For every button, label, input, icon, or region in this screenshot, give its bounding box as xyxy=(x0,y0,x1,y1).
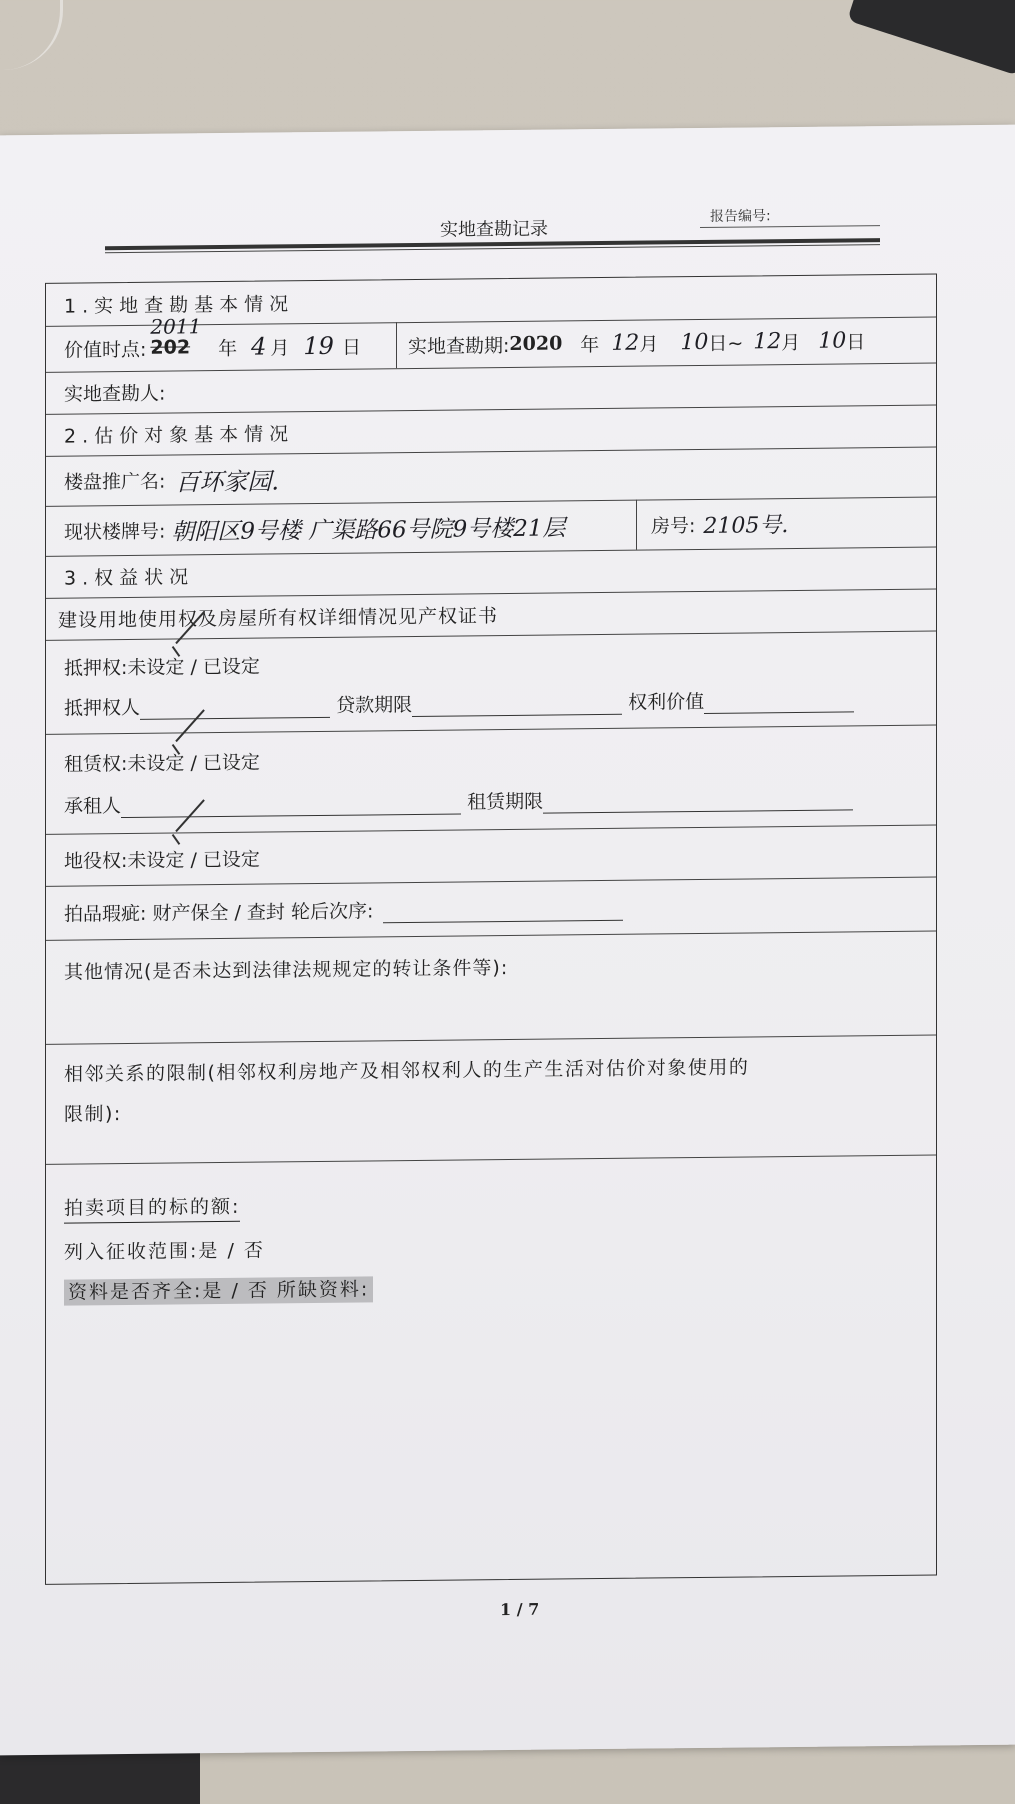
mortgagee-label: 抵押权人 xyxy=(64,696,141,720)
dark-device xyxy=(847,0,1015,76)
expropriation-text: 列入征收范围:是 / 否 xyxy=(64,1239,265,1264)
docs-text: 资料是否齐全:是 / 否 所缺资料: xyxy=(64,1276,373,1305)
order-blank xyxy=(383,898,623,924)
neighbor-text-1: 相邻关系的限制(相邻权利房地产及相邻权利人的生产生活对估价对象使用的 xyxy=(64,1056,750,1086)
lessee-label: 承租人 xyxy=(64,795,122,818)
mortgagee-blank xyxy=(140,695,330,720)
survey-day-char: 日~ xyxy=(708,332,744,355)
survey-form xyxy=(45,274,937,1585)
day-char: 日 xyxy=(341,336,361,359)
lessee-blank xyxy=(121,791,461,818)
address-divider xyxy=(636,500,637,550)
survey-month-char: 月 xyxy=(639,332,659,356)
lease-term-label: 租赁期限 xyxy=(467,790,544,814)
report-number-label: 报告编号: xyxy=(710,208,771,225)
value-time-day: 19 xyxy=(303,331,334,361)
other-row xyxy=(46,931,936,1045)
cable xyxy=(0,0,63,70)
value-time-month: 4 xyxy=(251,332,267,361)
page-number: 1 / 7 xyxy=(500,1599,540,1620)
year-char: 年 xyxy=(218,337,238,360)
loan-term-label: 贷款期限 xyxy=(336,693,413,717)
survey-year-char: 年 xyxy=(580,333,600,356)
survey-end-month: 12 xyxy=(753,328,782,354)
check-mark xyxy=(166,822,206,862)
right-value-blank xyxy=(704,689,854,714)
room-label: 房号: xyxy=(651,514,696,537)
lease-status: 租赁权:未设定 / 已设定 xyxy=(64,751,260,776)
survey-day: 10 xyxy=(680,329,709,355)
project-name-value: 百环家园. xyxy=(175,466,280,496)
defects-text: 拍品瑕疵: 财产保全 / 查封 轮后次序: xyxy=(64,900,374,926)
value-time-year xyxy=(150,314,202,359)
easement-status: 地役权:未设定 / 已设定 xyxy=(64,848,260,873)
value-time-year-printed: 202 xyxy=(150,336,191,359)
section-1-title: 1.实地查勘基本情况 xyxy=(64,292,295,318)
document-title: 实地查勘记录 xyxy=(440,218,548,241)
room-value: 2105号. xyxy=(703,512,789,539)
neighbor-row xyxy=(46,1035,936,1165)
section-3-title: 3.权益状况 xyxy=(64,565,195,590)
document-page xyxy=(0,125,1015,1756)
auction-row xyxy=(46,1155,936,1582)
other-text: 其他情况(是否未达到法律法规规定的转让条件等): xyxy=(64,956,509,984)
right-value-label: 权利价值 xyxy=(628,690,705,714)
month-char: 月 xyxy=(270,336,290,359)
lease-row xyxy=(46,725,936,835)
survey-month: 12 xyxy=(611,330,640,356)
survey-year: 2020 xyxy=(509,332,563,355)
dates-divider xyxy=(396,322,397,368)
mortgage-status: 抵押权:未设定 / 已设定 xyxy=(64,655,260,680)
survey-date-label: 实地查勘期: xyxy=(408,334,510,358)
mortgage-row xyxy=(46,631,936,735)
section-2-title: 2.估价对象基本情况 xyxy=(64,422,295,448)
value-time-year-handwritten: 2011 xyxy=(150,314,202,339)
check-mark xyxy=(166,732,206,772)
survey-end-day-char: 日 xyxy=(846,330,866,353)
surveyor-label: 实地查勘人: xyxy=(64,382,166,406)
check-mark xyxy=(166,634,206,674)
survey-end-month-char: 月 xyxy=(781,331,801,354)
address-label: 现状楼牌号: xyxy=(64,520,166,544)
survey-end-day: 10 xyxy=(818,327,847,354)
auction-label: 拍卖项目的标的额: xyxy=(64,1192,240,1224)
lease-term-blank xyxy=(543,787,853,813)
neighbor-text-2: 限制): xyxy=(64,1103,122,1126)
project-name-label: 楼盘推广名: xyxy=(64,470,166,494)
address-value: 朝阳区9号楼 广渠路66号院9号楼21层 xyxy=(171,514,566,546)
loan-term-blank xyxy=(412,692,622,717)
rights-note: 建设用地使用权及房屋所有权详细情况见产权证书 xyxy=(58,604,499,632)
value-time-label: 价值时点: xyxy=(64,338,147,362)
